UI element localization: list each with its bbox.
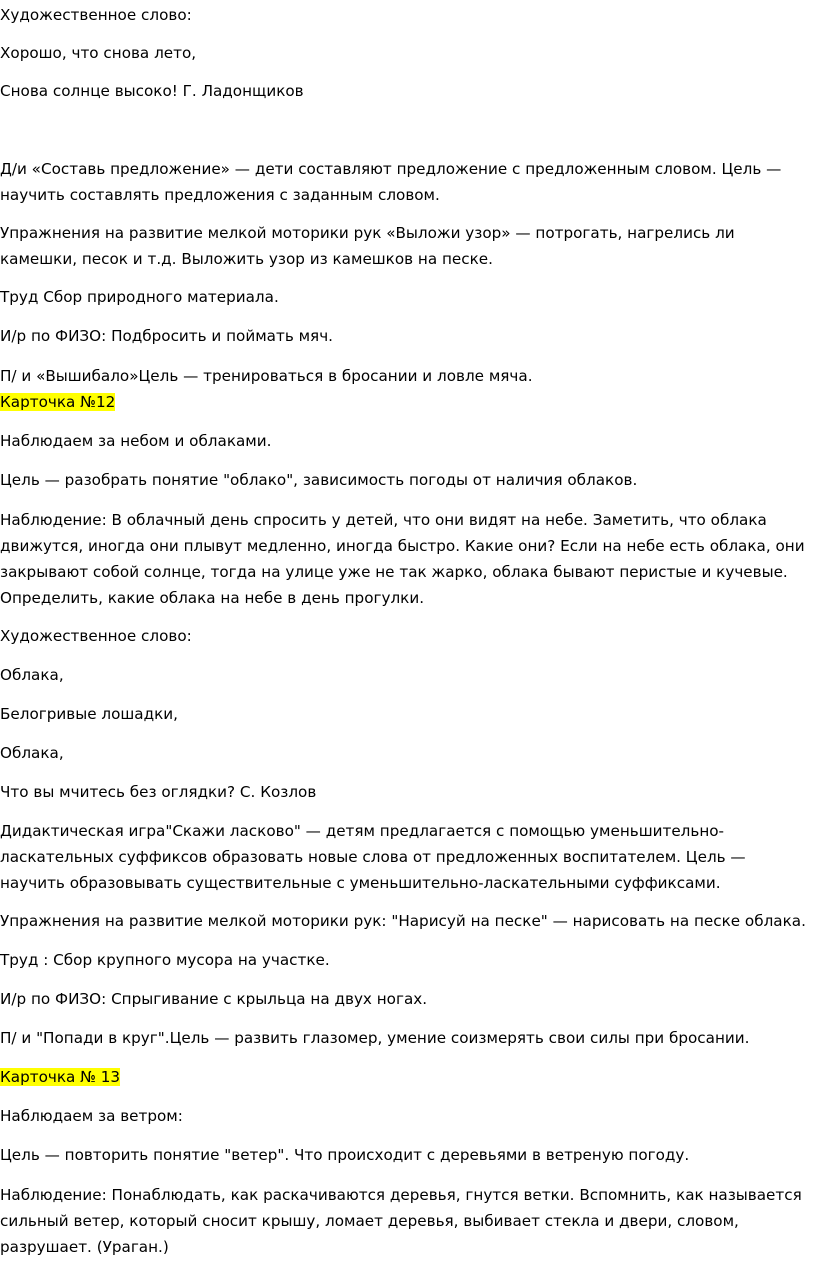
card-13-heading	[0, 1064, 816, 1090]
observation-paragraph: Наблюдение: Понаблюдать, как раскачиваются деревья, гнутся ветки. Вспомнить, как называется сильный ветер, который сносит крышу, ломает деревья, выбивает стекла и двери, словом, разрушает. (Ураган.)	[0, 1186, 802, 1256]
heading-artistic-word-1: Художественное слово:	[0, 6, 192, 24]
poem-line: Облака,	[0, 744, 64, 762]
pe-individual-paragraph: И/р по ФИЗО: Подбросить и поймать мяч.	[0, 327, 333, 345]
observation-topic: Наблюдаем за небом и облаками.	[0, 432, 272, 450]
poem-line-author: Снова солнце высоко! Г. Ладонщиков	[0, 82, 304, 100]
goal-paragraph: Цель — повторить понятие "ветер". Что происходит с деревьями в ветреную погоду.	[0, 1146, 690, 1164]
didactic-game-paragraph: Дидактическая игра"Скажи ласково" — детям предлагается с помощью уменьшительно- ласкательных суффиксов образовать новые слова от предложенных воспитателем. Цель — научить образовывать существительные с уменьшительно-ласкательными суффиксами.	[0, 822, 746, 892]
motor-exercise-paragraph: Упражнения на развитие мелкой моторики рук: "Нарисуй на песке" — нарисовать на песке облака.	[0, 912, 806, 930]
goal-paragraph: Цель — разобрать понятие "облако", зависимость погоды от наличия облаков.	[0, 471, 638, 489]
heading-artistic-word-2: Художественное слово:	[0, 627, 192, 645]
outdoor-game-paragraph: П/ и «Вышибало»Цель — тренироваться в бросании и ловле мяча.	[0, 367, 533, 385]
card-12-heading	[0, 389, 816, 415]
didactic-game-paragraph: Д/и «Составь предложение» — дети составляют предложение с предложенным словом. Цель — научить составлять предложения с заданным словом.	[0, 160, 782, 204]
poem-line: Хорошо, что снова лето,	[0, 44, 197, 62]
poem-line: Белогривые лошадки,	[0, 705, 178, 723]
outdoor-game-paragraph: П/ и "Попади в круг".Цель — развить глазомер, умение соизмерять свои силы при бросании.	[0, 1029, 750, 1047]
poem-line: Облака,	[0, 666, 64, 684]
labor-paragraph: Труд Сбор природного материала.	[0, 288, 279, 306]
poem-line-author: Что вы мчитесь без оглядки? С. Козлов	[0, 783, 317, 801]
observation-paragraph: Наблюдение: В облачный день спросить у детей, что они видят на небе. Заметить, что облака движутся, иногда они плывут медленно, иногда быстро. Какие они? Если на небе есть облака, они закрывают собой солнце, тогда на улице уже не так жарко, облака бывают перистые и кучевые. Определить, какие облака на небе в день прогулки.	[0, 511, 805, 607]
highlighted-card-title: Карточка № 13	[0, 1068, 121, 1086]
motor-exercise-paragraph: Упражнения на развитие мелкой моторики рук «Выложи узор» — потрогать, нагрелись ли камешки, песок и т.д. Выложить узор из камешков на песке.	[0, 224, 735, 268]
observation-topic: Наблюдаем за ветром:	[0, 1107, 183, 1125]
pe-individual-paragraph: И/р по ФИЗО: Спрыгивание с крыльца на двух ногах.	[0, 990, 428, 1008]
labor-paragraph: Труд : Сбор крупного мусора на участке.	[0, 951, 330, 969]
highlighted-card-title: Карточка №12	[0, 393, 116, 411]
